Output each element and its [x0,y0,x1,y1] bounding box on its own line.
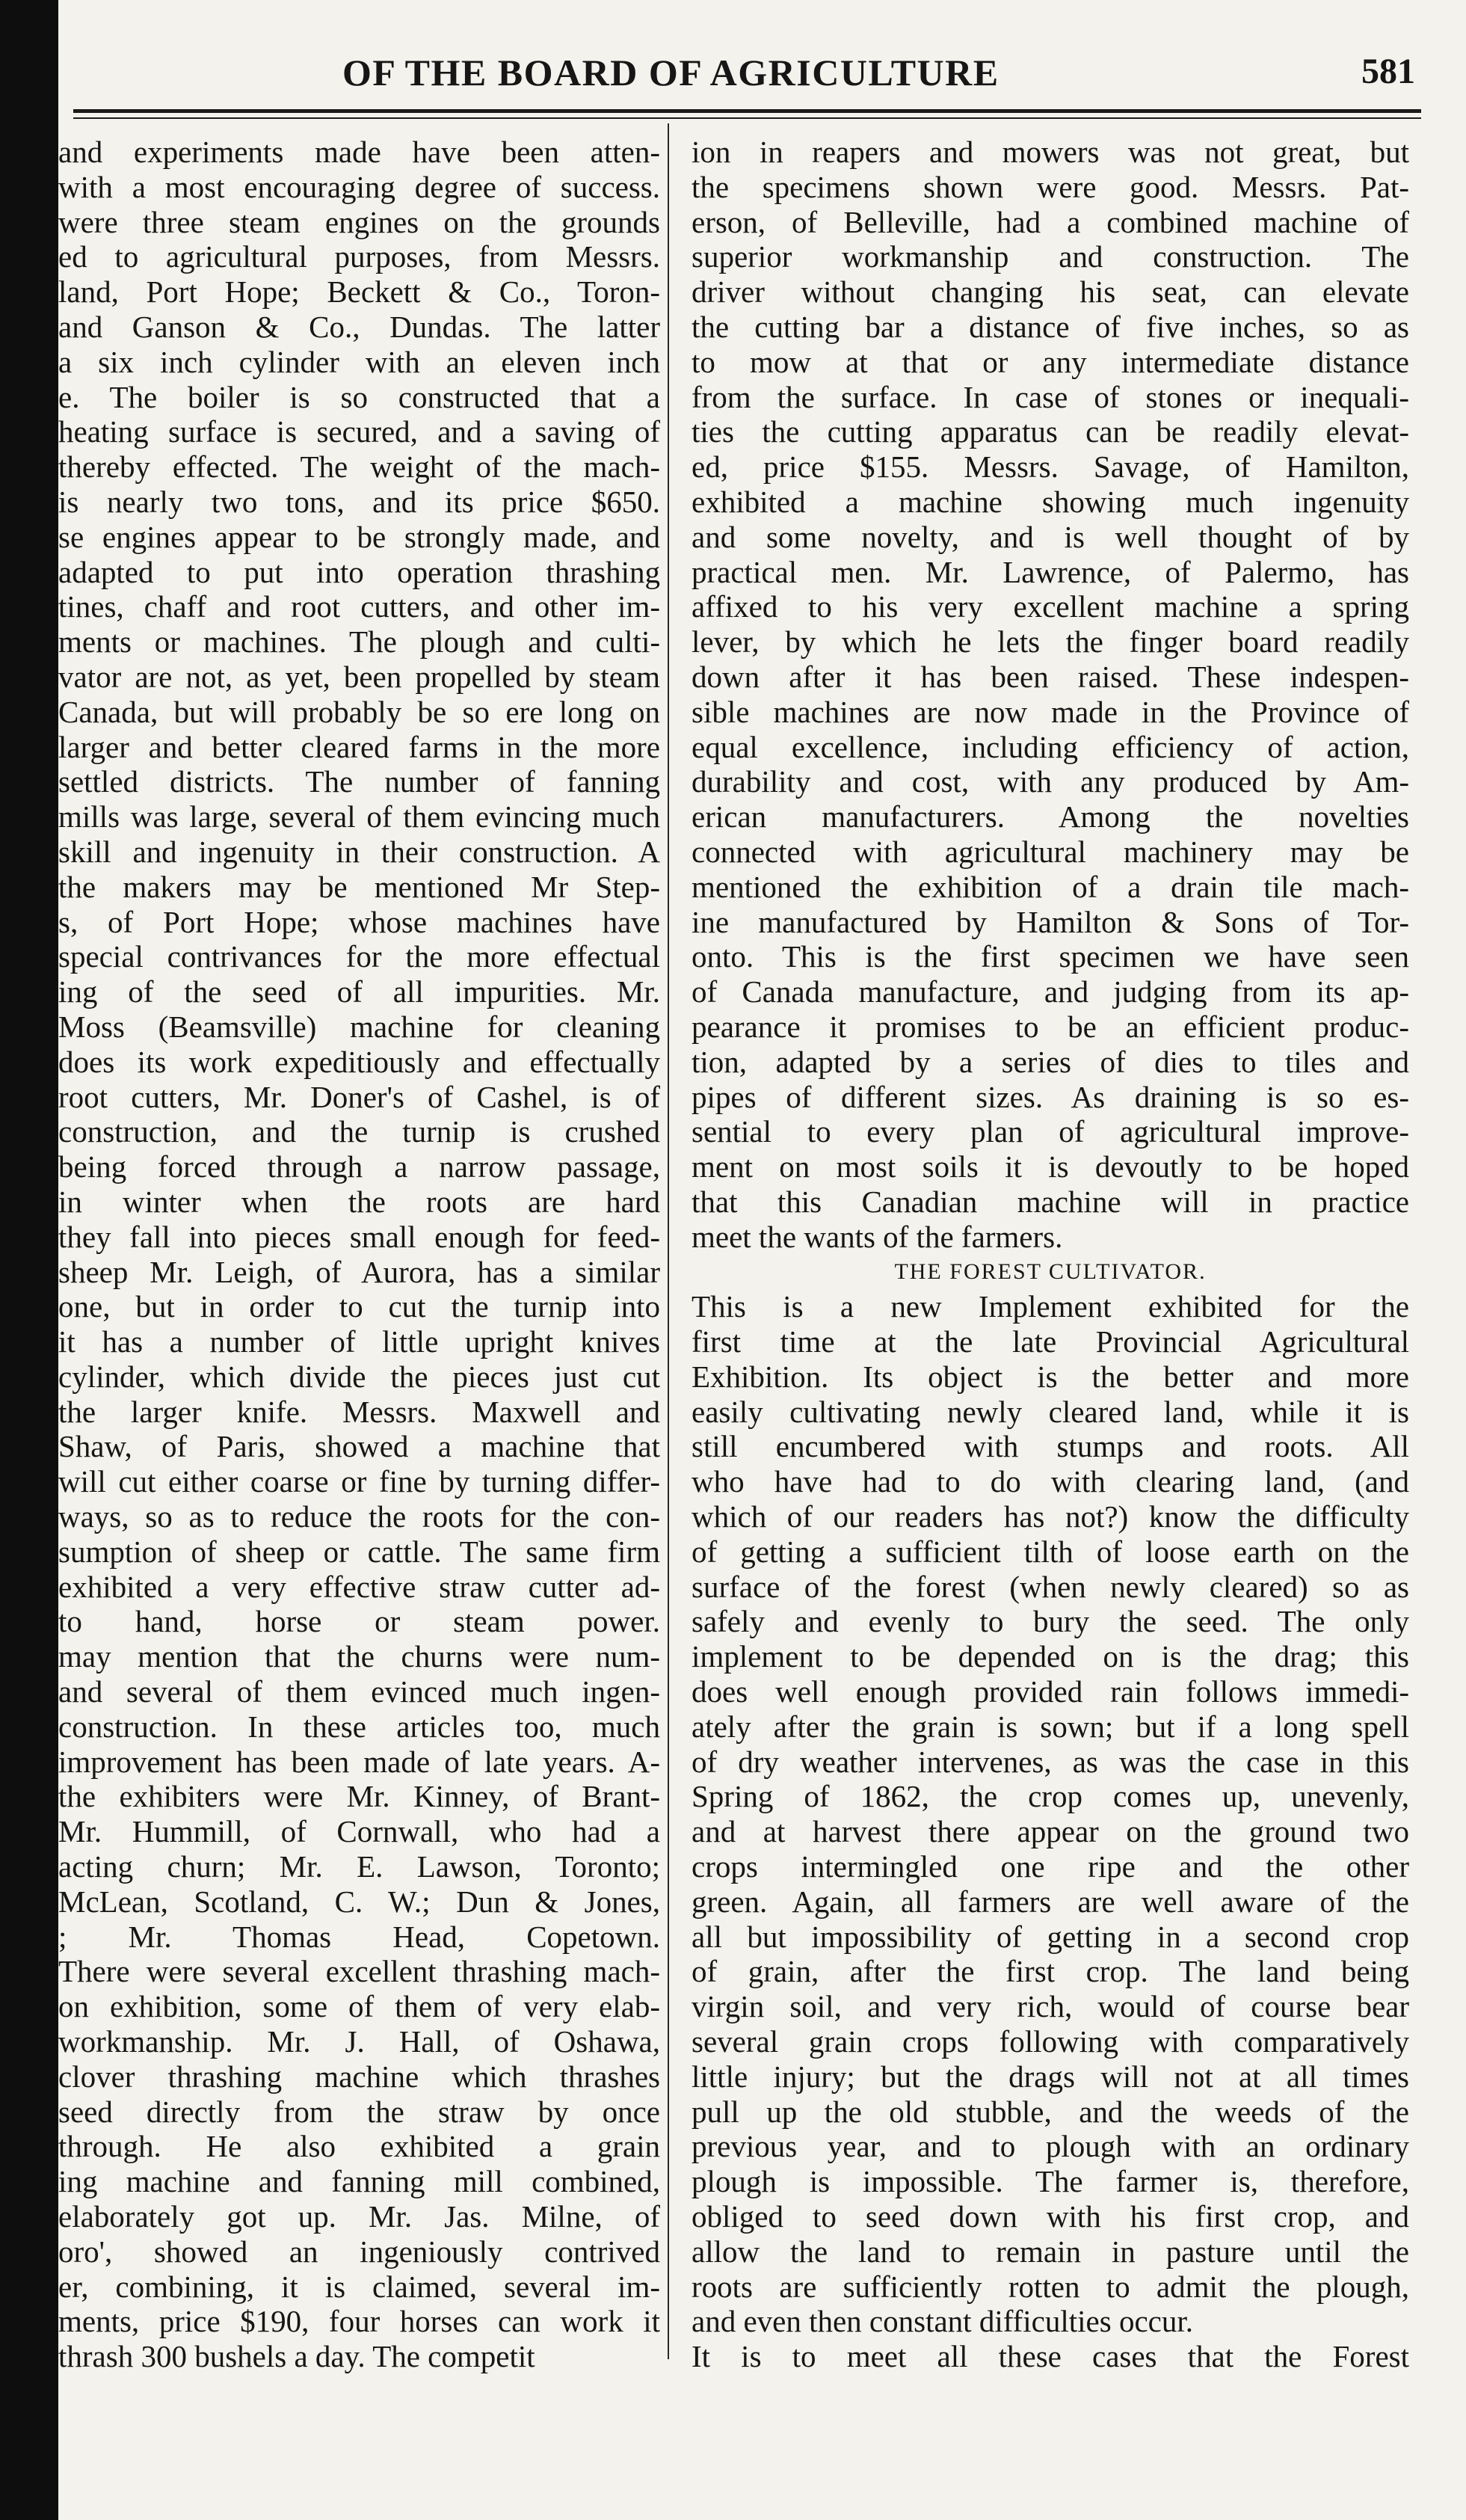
text-line: allow the land to remain in pasture until the [692,2234,1409,2269]
text-line: of grain, after the first crop. The land being [692,1954,1409,1989]
text-line: does well enough provided rain follows immedi- [692,1674,1409,1709]
text-line: ately after the grain is sown; but if a long spell [692,1709,1409,1744]
text-line: adapted to put into operation thrashing [58,554,660,589]
text-line: through. He also exhibited a grain [58,2129,660,2164]
text-line: ed to agricultural purposes, from Messrs. [58,239,660,274]
text-line: were three steam engines on the grounds [58,204,660,239]
text-line: will cut either coarse or fine by turning differ- [58,1464,660,1499]
text-line: settled districts. The number of fanning [58,764,660,799]
text-line: vator are not, as yet, been propelled by steam [58,659,660,694]
text-line: Shaw, of Paris, showed a machine that [58,1429,660,1464]
text-line: ments or machines. The plough and culti- [58,624,660,660]
text-line: It is to meet all these cases that the Forest [692,2339,1409,2374]
text-line: acting churn; Mr. E. Lawson, Toronto; [58,1849,660,1884]
text-line: thereby effected. The weight of the mach- [58,449,660,485]
paragraph [692,135,1409,1255]
text-line: to mow at that or any intermediate distance [692,344,1409,379]
text-line: ing of the seed of all impurities. Mr. [58,974,660,1009]
text-line: ed, price $155. Messrs. Savage, of Hamilton, [692,449,1409,485]
page-number: 581 [1361,52,1415,91]
left-column [58,135,660,2374]
section-heading: THE FOREST CULTIVATOR. [894,1259,1207,1284]
text-line: it has a number of little upright knives [58,1324,660,1359]
text-line: pearance it promises to be an efficient produc- [692,1009,1409,1044]
text-line: lever, by which he lets the finger board readily [692,624,1409,660]
text-line: elaborately got up. Mr. Jas. Milne, of [58,2199,660,2234]
text-line: on exhibition, some of them of very elab- [58,1989,660,2024]
header-rule-thick [73,109,1421,113]
text-line: Spring of 1862, the crop comes up, unevenly, [692,1779,1409,1814]
text-line: ment on most soils it is devoutly to be hoped [692,1149,1409,1184]
text-line: exhibited a very effective straw cutter ad- [58,1569,660,1604]
text-line: superior workmanship and construction. The [692,239,1409,274]
text-line: sheep Mr. Leigh, of Aurora, has a similar [58,1254,660,1289]
text-line: sible machines are now made in the Province of [692,694,1409,729]
text-line: skill and ingenuity in their construction. A [58,834,660,869]
text-line: safely and evenly to bury the seed. The only [692,1604,1409,1639]
text-line: mills was large, several of them evincing much [58,799,660,835]
text-line: one, but in order to cut the turnip into [58,1289,660,1324]
text-line: obliged to seed down with his first crop, and [692,2199,1409,2234]
text-line: in winter when the roots are hard [58,1184,660,1219]
text-line: This is a new Implement exhibited for the [692,1289,1409,1324]
text-line: all but impossibility of getting in a second crop [692,1919,1409,1954]
text-line: e. The boiler is so constructed that a [58,379,660,414]
text-line: improvement has been made of late years. A- [58,1744,660,1779]
text-line: onto. This is the first specimen we have seen [692,939,1409,974]
text-line: and experiments made have been atten- [58,135,660,169]
text-line: is nearly two tons, and its price $650. [58,484,660,519]
text-line: previous year, and to plough with an ordinary [692,2129,1409,2164]
text-line: seed directly from the straw by once [58,2094,660,2129]
running-head: OF THE BOARD OF AGRICULTURE [342,52,1000,93]
text-line: ties the cutting apparatus can be readily elevat- [692,414,1409,449]
text-line: mentioned the exhibition of a drain tile mach- [692,869,1409,904]
text-line: that this Canadian machine will in practice [692,1184,1409,1219]
text-line: surface of the forest (when newly cleared) so as [692,1569,1409,1604]
text-line: roots are sufficiently rotten to admit the plough, [692,2269,1409,2304]
text-line: s, of Port Hope; whose machines have [58,904,660,939]
text-line: may mention that the churns were num- [58,1639,660,1674]
text-line: a six inch cylinder with an eleven inch [58,344,660,379]
text-line: first time at the late Provincial Agricultural [692,1324,1409,1359]
paragraph [692,1289,1409,2339]
text-line: sential to every plan of agricultural improve- [692,1114,1409,1149]
text-line: who have had to do with clearing land, (and [692,1464,1409,1499]
text-line: construction. In these articles too, much [58,1709,660,1744]
text-line: and at harvest there appear on the ground two [692,1814,1409,1849]
text-line: several grain crops following with comparatively [692,2024,1409,2059]
page-header [58,28,1436,111]
text-line: easily cultivating newly cleared land, while it is [692,1394,1409,1429]
text-line: Mr. Hummill, of Cornwall, who had a [58,1814,660,1849]
binding-gutter [0,0,58,2520]
text-line: tion, adapted by a series of dies to tiles and [692,1044,1409,1079]
text-line: of Canada manufacture, and judging from its ap- [692,974,1409,1009]
text-line: of getting a sufficient tilth of loose earth on the [692,1534,1409,1569]
text-line: driver without changing his seat, can elevate [692,274,1409,310]
text-line: larger and better cleared farms in the more [58,729,660,764]
text-line: ion in reapers and mowers was not great, but [692,135,1409,169]
text-line: ; Mr. Thomas Head, Copetown. [58,1919,660,1954]
text-line: durability and cost, with any produced by Am- [692,764,1409,799]
text-line: does its work expeditiously and effectually [58,1044,660,1079]
text-line: workmanship. Mr. J. Hall, of Oshawa, [58,2024,660,2059]
text-line: oro', showed an ingeniously contrived [58,2234,660,2269]
text-line: er, combining, it is claimed, several im- [58,2269,660,2304]
text-line: being forced through a narrow passage, [58,1149,660,1184]
text-line: the larger knife. Messrs. Maxwell and [58,1394,660,1429]
text-line: the specimens shown were good. Messrs. Pat- [692,169,1409,204]
text-line: Canada, but will probably be so ere long on [58,694,660,729]
text-line: still encumbered with stumps and roots. All [692,1429,1409,1464]
text-line: plough is impossible. The farmer is, therefore, [692,2164,1409,2199]
text-line: ine manufactured by Hamilton & Sons of Tor- [692,904,1409,939]
text-line: down after it has been raised. These indespen- [692,659,1409,694]
text-line: thrash 300 bushels a day. The competit [58,2339,535,2374]
text-line: practical men. Mr. Lawrence, of Palermo, has [692,554,1409,589]
text-line: from the surface. In case of stones or inequali- [692,379,1409,414]
text-line: sumption of sheep or cattle. The same firm [58,1534,660,1569]
text-line: meet the wants of the farmers. [692,1219,1063,1254]
text-line: There were several excellent thrashing mach- [58,1954,660,1989]
text-line: pipes of different sizes. As draining is so es- [692,1079,1409,1114]
text-line: special contrivances for the more effectual [58,939,660,974]
text-line: cylinder, which divide the pieces just cut [58,1359,660,1394]
text-line: Exhibition. Its object is the better and more [692,1359,1409,1394]
text-line: green. Again, all farmers are well aware of the [692,1884,1409,1919]
text-line: ways, so as to reduce the roots for the con- [58,1499,660,1534]
text-line: with a most encouraging degree of success. [58,169,660,204]
text-line: the cutting bar a distance of five inches, so as [692,309,1409,344]
text-line: root cutters, Mr. Doner's of Cashel, is of [58,1079,660,1114]
text-line: crops intermingled one ripe and the other [692,1849,1409,1884]
text-line: erson, of Belleville, had a combined machine of [692,204,1409,239]
header-rule-thin [73,117,1421,119]
text-line: Moss (Beamsville) machine for cleaning [58,1009,660,1044]
text-line: and Ganson & Co., Dundas. The latter [58,309,660,344]
text-line: erican manufacturers. Among the novelties [692,799,1409,835]
text-line: to hand, horse or steam power. [58,1604,660,1639]
text-line: and even then constant difficulties occur. [692,2304,1193,2339]
text-line: equal excellence, including efficiency of action, [692,729,1409,764]
right-column [692,135,1409,2374]
text-line: the makers may be mentioned Mr Step- [58,869,660,904]
text-line: se engines appear to be strongly made, and [58,519,660,554]
text-line: clover thrashing machine which thrashes [58,2059,660,2094]
text-line: land, Port Hope; Beckett & Co., Toron- [58,274,660,310]
text-line: of dry weather intervenes, as was the case in this [692,1744,1409,1779]
text-line: they fall into pieces small enough for feed- [58,1219,660,1254]
text-line: implement to be depended on is the drag; this [692,1639,1409,1674]
text-line: little injury; but the drags will not at all times [692,2059,1409,2094]
text-line: tines, chaff and root cutters, and other im- [58,589,660,624]
text-line: ing machine and fanning mill combined, [58,2164,660,2199]
text-line: exhibited a machine showing much ingenuity [692,484,1409,519]
text-line: affixed to his very excellent machine a spring [692,589,1409,624]
text-line: McLean, Scotland, C. W.; Dun & Jones, [58,1884,660,1919]
paragraph [692,2339,1409,2374]
text-line: heating surface is secured, and a saving of [58,414,660,449]
text-line: which of our readers has not?) know the difficulty [692,1499,1409,1534]
text-line: construction, and the turnip is crushed [58,1114,660,1149]
text-line: virgin soil, and very rich, would of course bear [692,1989,1409,2024]
text-line: pull up the old stubble, and the weeds of the [692,2094,1409,2129]
text-line: connected with agricultural machinery may be [692,834,1409,869]
column-divider [668,123,669,2359]
text-line: ments, price $190, four horses can work it [58,2304,660,2339]
text-line: the exhibiters were Mr. Kinney, of Brant- [58,1779,660,1814]
text-line: and several of them evinced much ingen- [58,1674,660,1709]
text-line: and some novelty, and is well thought of by [692,519,1409,554]
